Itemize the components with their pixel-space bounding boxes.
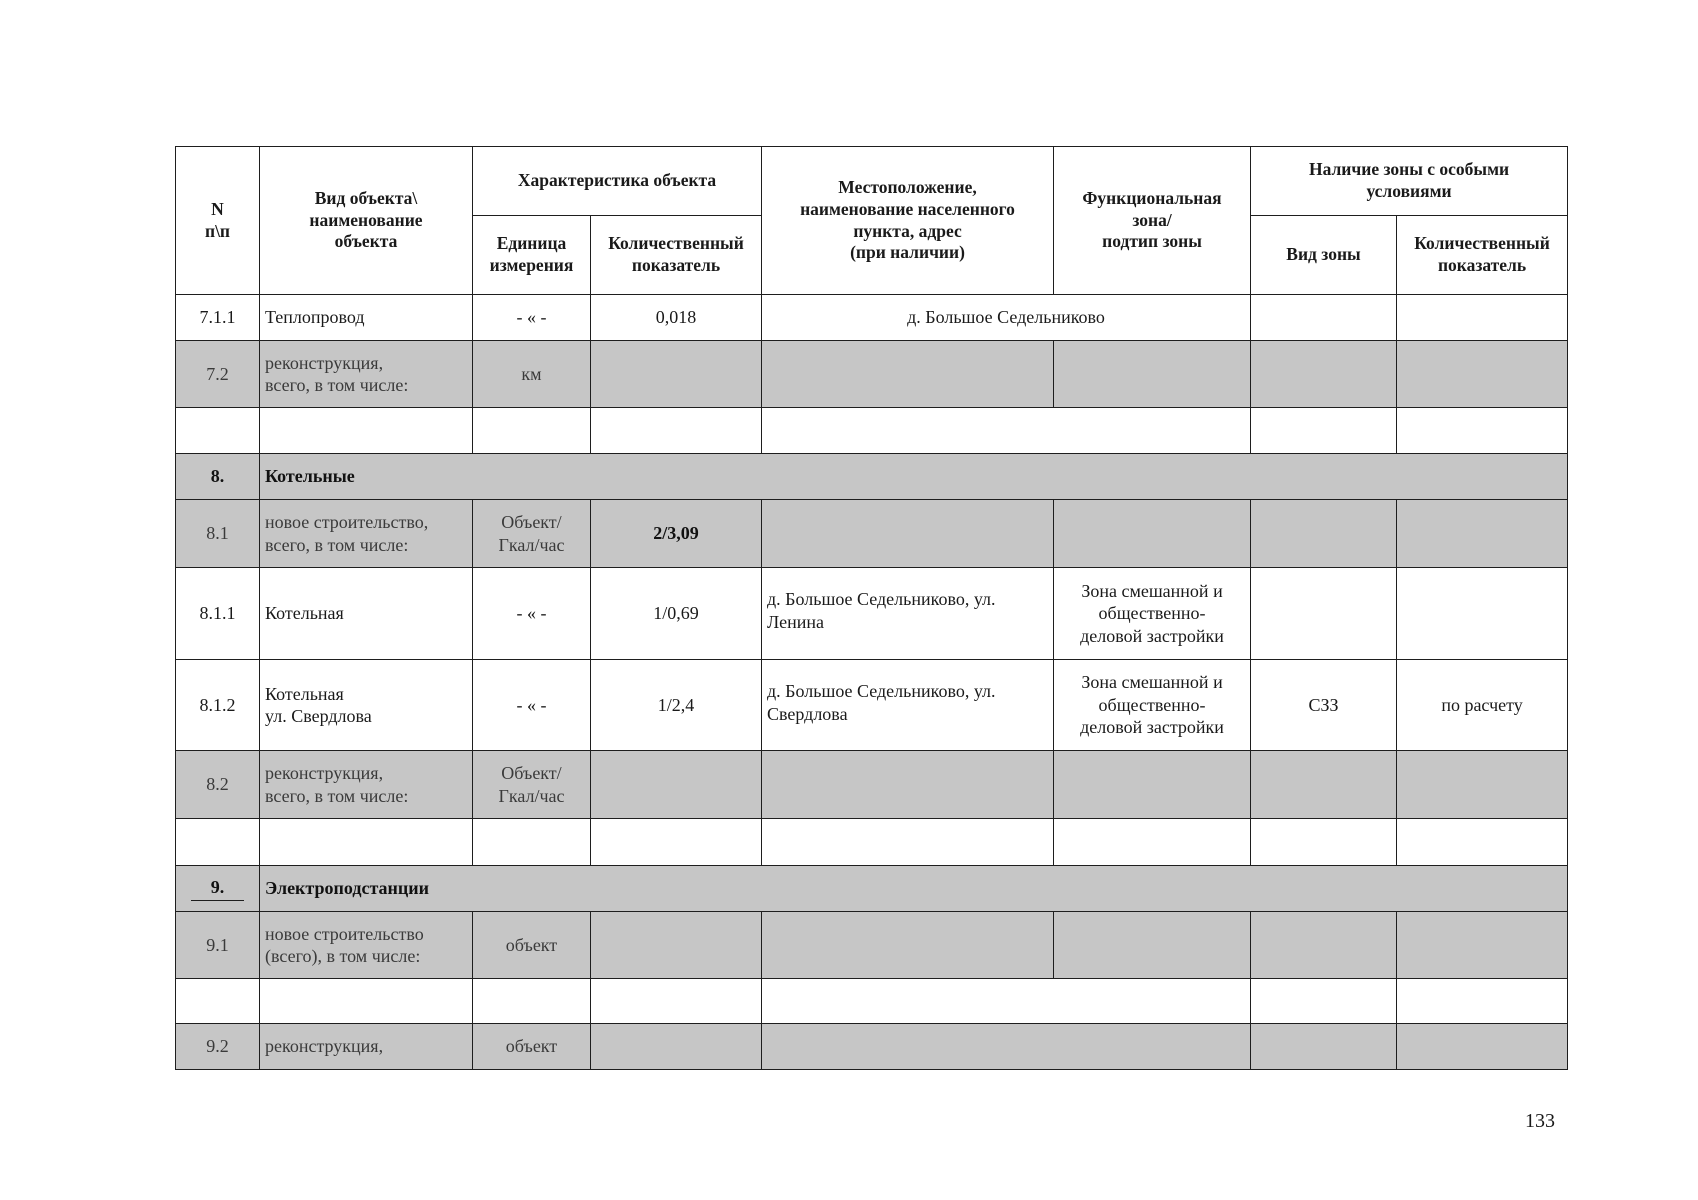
empty-cell — [473, 979, 591, 1024]
header-characteristic: Характеристика объекта — [473, 147, 762, 216]
section-row — [176, 866, 1568, 912]
row-number: 8.2 — [176, 751, 260, 819]
unit-cell: объект — [473, 912, 591, 979]
empty-cell — [1397, 979, 1568, 1024]
table-row — [176, 660, 1568, 751]
location-cell — [762, 500, 1054, 568]
empty-cell — [260, 979, 473, 1024]
zone-quantity-cell — [1397, 751, 1568, 819]
header-zone-quantity: Количественный показатель — [1397, 216, 1568, 295]
empty-cell — [176, 408, 260, 454]
zone-quantity-cell — [1397, 912, 1568, 979]
location-cell — [762, 1024, 1251, 1070]
empty-cell — [473, 819, 591, 866]
empty-cell — [260, 819, 473, 866]
location-cell — [762, 912, 1054, 979]
zone-type-cell — [1251, 568, 1397, 660]
empty-row — [176, 408, 1568, 454]
header-num: N п\п — [176, 147, 260, 295]
page-number: 133 — [1525, 1110, 1555, 1132]
object-name: реконструкция, всего, в том числе: — [260, 751, 473, 819]
object-name: Котельная ул. Свердлова — [260, 660, 473, 751]
row-number: 9.2 — [176, 1024, 260, 1070]
header-unit: Единица измерения — [473, 216, 591, 295]
zone-quantity-cell — [1397, 295, 1568, 341]
functional-zone-cell: Зона смешанной и общественно- деловой застройки — [1054, 568, 1251, 660]
header-row-1 — [176, 147, 1568, 216]
unit-cell: Объект/ Гкал/час — [473, 751, 591, 819]
functional-zone-cell — [1054, 500, 1251, 568]
functional-zone-cell — [1054, 912, 1251, 979]
empty-cell — [762, 979, 1251, 1024]
object-name: Теплопровод — [260, 295, 473, 341]
row-number: 8.1.2 — [176, 660, 260, 751]
table-row — [176, 500, 1568, 568]
zone-quantity-cell — [1397, 341, 1568, 408]
empty-row — [176, 979, 1568, 1024]
quantity-cell — [591, 1024, 762, 1070]
functional-zone-cell — [1054, 341, 1251, 408]
row-number: 8.1.1 — [176, 568, 260, 660]
table-row — [176, 568, 1568, 660]
empty-cell — [473, 408, 591, 454]
table-row — [176, 341, 1568, 408]
unit-cell: - « - — [473, 295, 591, 341]
object-name: новое строительство, всего, в том числе: — [260, 500, 473, 568]
location-cell: д. Большое Седельниково, ул. Свердлова — [762, 660, 1054, 751]
object-name: реконструкция, — [260, 1024, 473, 1070]
quantity-cell — [591, 912, 762, 979]
quantity-cell — [591, 751, 762, 819]
header-functional-zone: Функциональная зона/ подтип зоны — [1054, 147, 1251, 295]
unit-cell: км — [473, 341, 591, 408]
section-number-text: 9. — [191, 876, 245, 901]
empty-cell — [1251, 819, 1397, 866]
unit-cell: - « - — [473, 568, 591, 660]
empty-cell — [762, 819, 1054, 866]
row-number: 8.1 — [176, 500, 260, 568]
table-row — [176, 751, 1568, 819]
header-location: Местоположение, наименование населенного пункта, адрес (при наличии) — [762, 147, 1054, 295]
row-number: 7.2 — [176, 341, 260, 408]
functional-zone-cell: Зона смешанной и общественно- деловой застройки — [1054, 660, 1251, 751]
zone-type-cell — [1251, 1024, 1397, 1070]
zone-type-cell — [1251, 341, 1397, 408]
functional-zone-cell — [1054, 751, 1251, 819]
object-name: Котельная — [260, 568, 473, 660]
empty-cell — [1251, 408, 1397, 454]
table-row — [176, 1024, 1568, 1070]
empty-cell — [591, 979, 762, 1024]
row-number: 7.1.1 — [176, 295, 260, 341]
empty-row — [176, 819, 1568, 866]
zone-type-cell: СЗЗ — [1251, 660, 1397, 751]
empty-cell — [1054, 819, 1251, 866]
section-title: Электроподстанции — [260, 866, 1568, 912]
zone-quantity-cell — [1397, 1024, 1568, 1070]
unit-cell: объект — [473, 1024, 591, 1070]
empty-cell — [176, 979, 260, 1024]
table-row — [176, 295, 1568, 341]
empty-cell — [591, 408, 762, 454]
zone-quantity-cell — [1397, 500, 1568, 568]
section-row — [176, 454, 1568, 500]
quantity-cell — [591, 341, 762, 408]
empty-cell — [1251, 979, 1397, 1024]
header-zone-type: Вид зоны — [1251, 216, 1397, 295]
header-object-type: Вид объекта\ наименование объекта — [260, 147, 473, 295]
zone-type-cell — [1251, 912, 1397, 979]
section-number: 8. — [176, 454, 260, 500]
zone-type-cell — [1251, 751, 1397, 819]
quantity-cell: 0,018 — [591, 295, 762, 341]
empty-cell — [260, 408, 473, 454]
header-special-zone: Наличие зоны с особыми условиями — [1251, 147, 1568, 216]
quantity-cell: 2/3,09 — [591, 500, 762, 568]
zone-type-cell — [1251, 295, 1397, 341]
zone-type-cell — [1251, 500, 1397, 568]
location-cell: д. Большое Седельниково — [762, 295, 1251, 341]
empty-cell — [762, 408, 1251, 454]
empty-cell — [591, 819, 762, 866]
header-quantity: Количественный показатель — [591, 216, 762, 295]
object-name: реконструкция, всего, в том числе: — [260, 341, 473, 408]
empty-cell — [176, 819, 260, 866]
location-cell — [762, 751, 1054, 819]
quantity-cell: 1/2,4 — [591, 660, 762, 751]
unit-cell: Объект/ Гкал/час — [473, 500, 591, 568]
table-row — [176, 912, 1568, 979]
infrastructure-table — [175, 146, 1568, 1070]
quantity-cell: 1/0,69 — [591, 568, 762, 660]
empty-cell — [1397, 819, 1568, 866]
location-cell — [762, 341, 1054, 408]
unit-cell: - « - — [473, 660, 591, 751]
section-title: Котельные — [260, 454, 1568, 500]
location-cell: д. Большое Седельниково, ул. Ленина — [762, 568, 1054, 660]
empty-cell — [1397, 408, 1568, 454]
object-name: новое строительство (всего), в том числе: — [260, 912, 473, 979]
row-number: 9.1 — [176, 912, 260, 979]
section-number — [176, 866, 260, 912]
zone-quantity-cell: по расчету — [1397, 660, 1568, 751]
zone-quantity-cell — [1397, 568, 1568, 660]
